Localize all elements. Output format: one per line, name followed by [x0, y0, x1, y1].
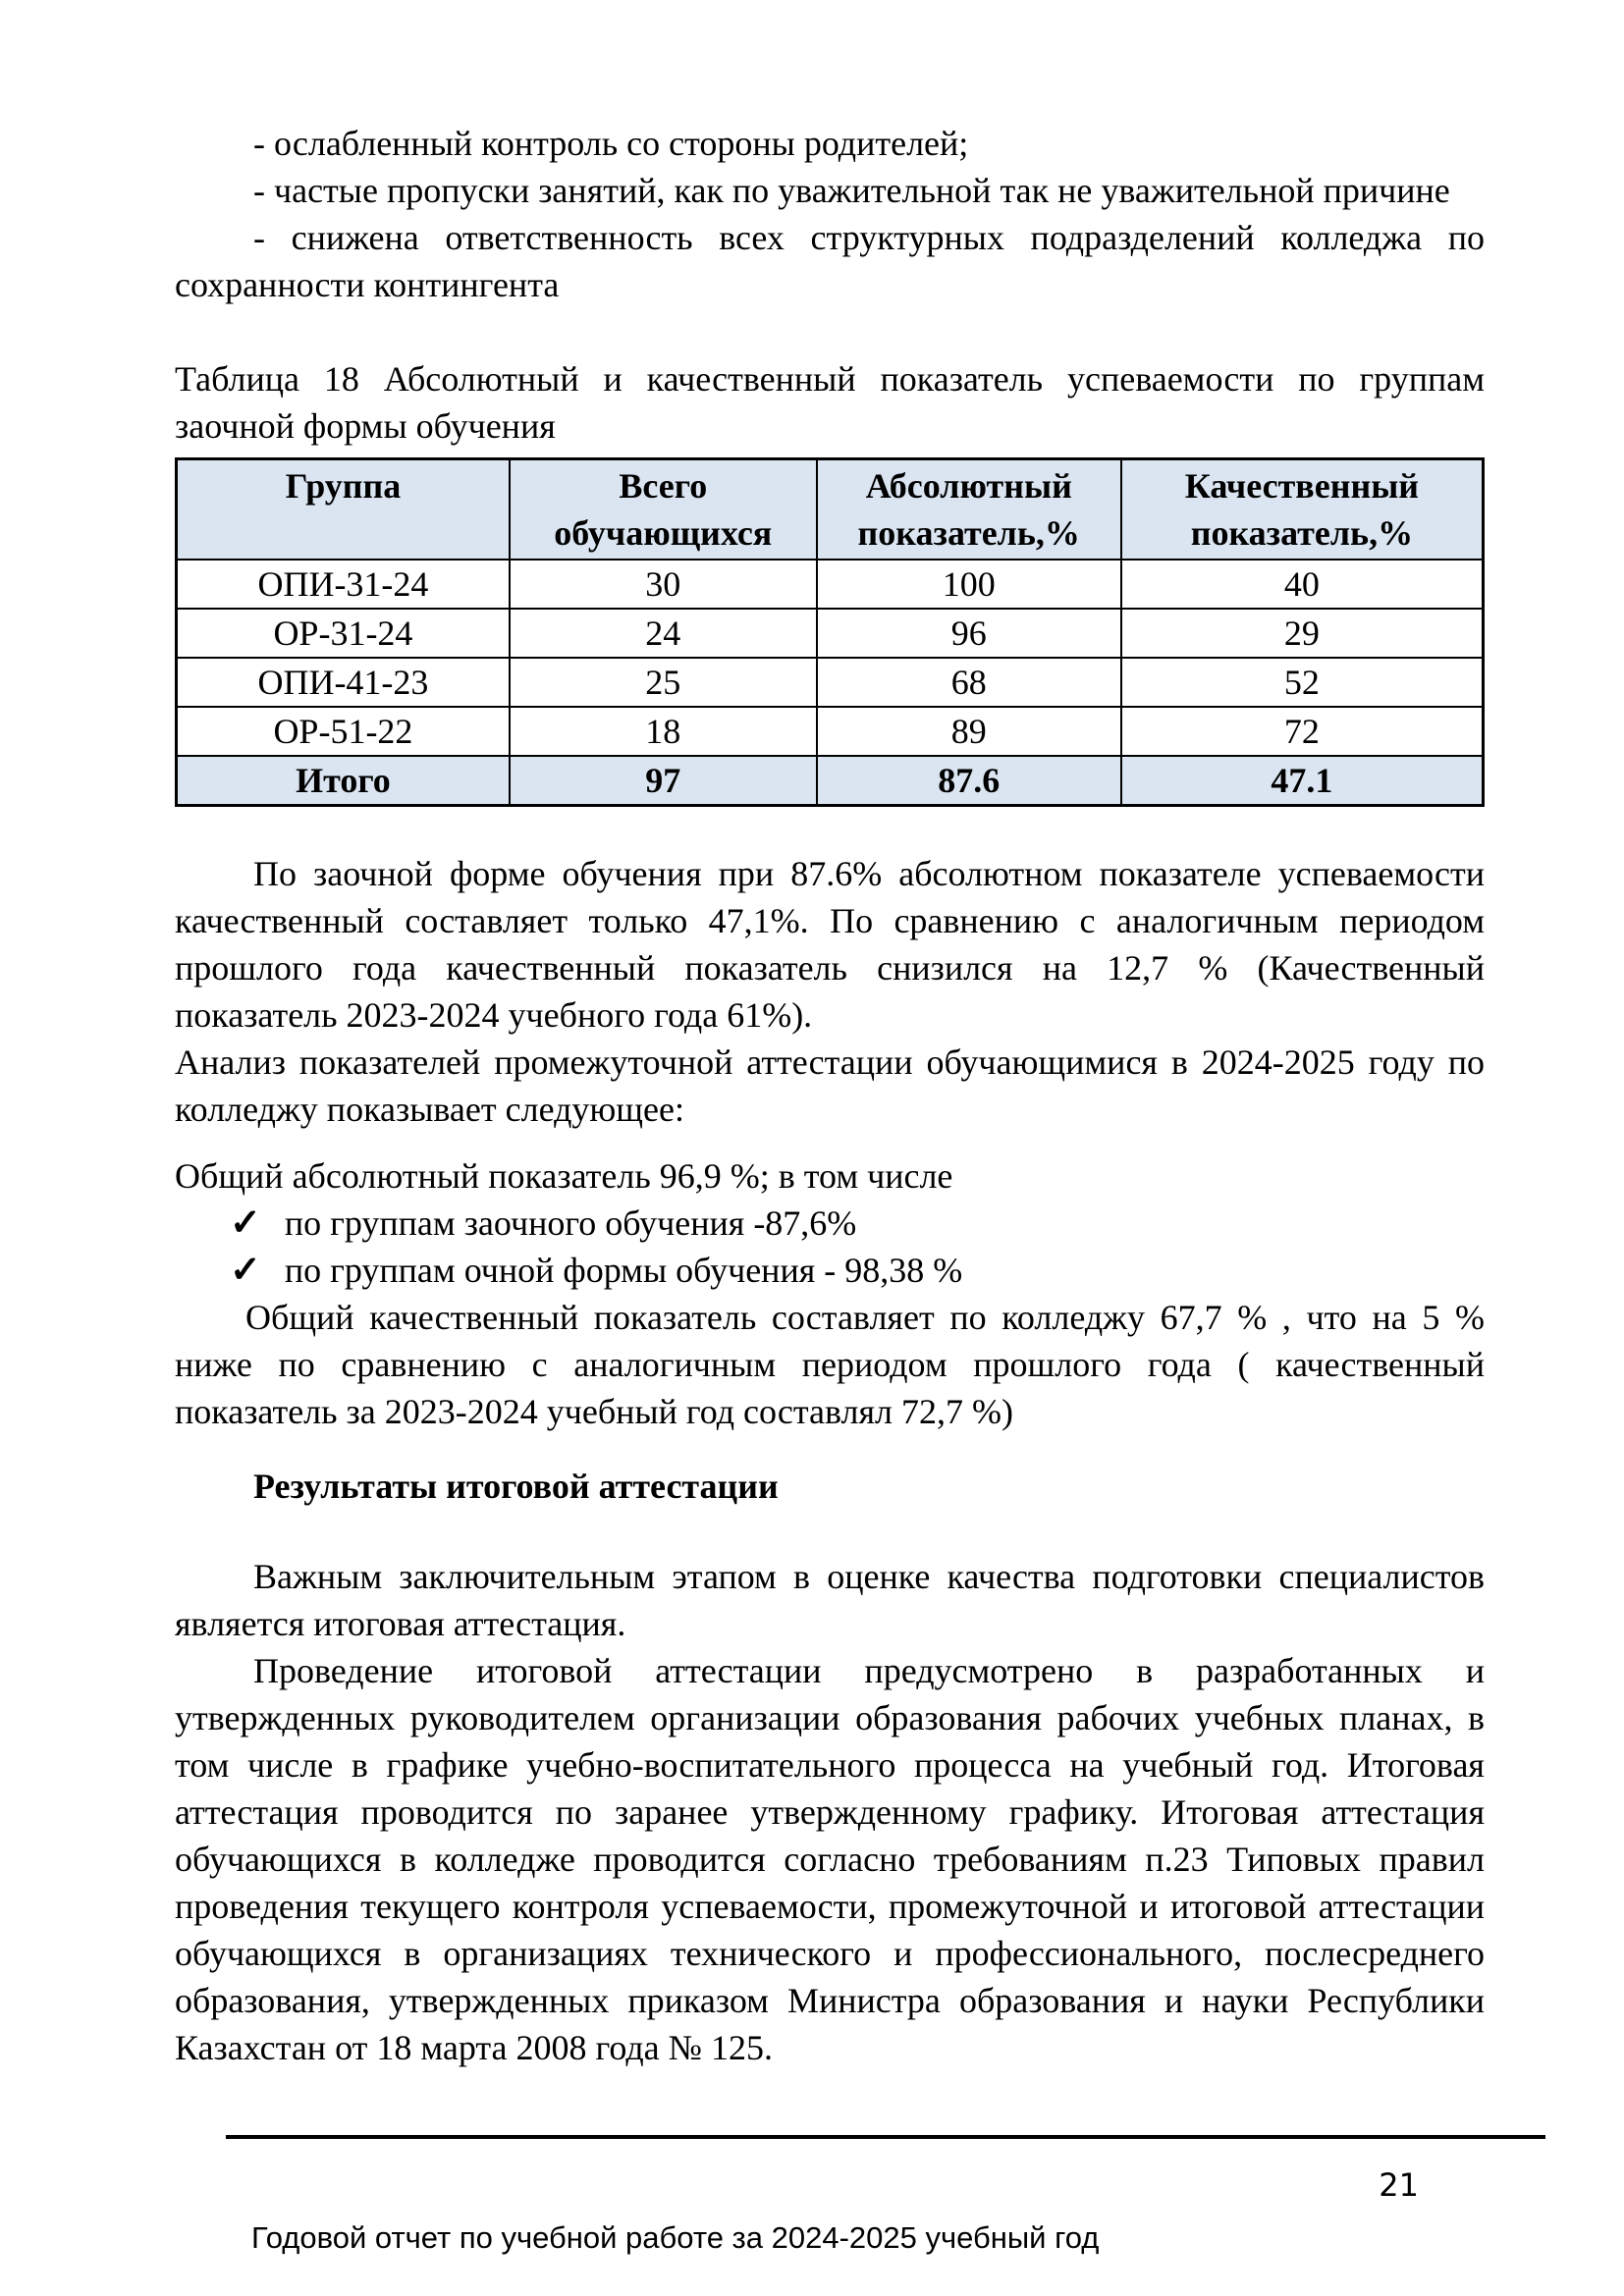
- footer-divider: [226, 2135, 1545, 2139]
- table-row: [177, 609, 1484, 658]
- cell-absolute: 96: [817, 609, 1121, 658]
- table-header-row: [177, 459, 1484, 561]
- cell-total-absolute: 87.6: [817, 756, 1121, 806]
- cell-total: 30: [510, 560, 817, 609]
- cell-total: 24: [510, 609, 817, 658]
- footer-text: Годовой отчет по учебной работе за 2024-2025 учебный год: [251, 2220, 1100, 2255]
- analysis-paragraph: По заочной форме обучения при 87.6% абсолютном показателе успеваемости качественный составляет только 47,1%. По сравнению с аналогичным периодом прошлого года качественный показатель снизился на 12,7 % (Качественный показатель 2023-2024 учебного года 61%).: [175, 854, 1485, 1035]
- checklist-item-text: по группам заочного обучения -87,6%: [284, 1203, 857, 1243]
- checklist-item: [230, 1200, 1485, 1247]
- cell-absolute: 68: [817, 658, 1121, 707]
- cell-total: 18: [510, 707, 817, 756]
- page-number: 21: [1379, 2166, 1419, 2204]
- cell-qualitative: 52: [1121, 658, 1484, 707]
- cell-group: ОР-51-22: [177, 707, 510, 756]
- cell-group: ОР-31-24: [177, 609, 510, 658]
- cell-total-qualitative: 47.1: [1121, 756, 1484, 806]
- bullet-paragraph: - частые пропуски занятий, как по уважительной так не уважительной причине: [253, 171, 1450, 210]
- list-lead-paragraph: Общий абсолютный показатель 96,9 %; в том числе: [175, 1156, 953, 1196]
- cell-qualitative: 29: [1121, 609, 1484, 658]
- table-row: [177, 707, 1484, 756]
- column-header-qualitative: Качественный показатель,%: [1121, 459, 1484, 561]
- table-total-row: [177, 756, 1484, 806]
- body-paragraph: Проведение итоговой аттестации предусмотрено в разработанных и утвержденных руководителем организации образования рабочих учебных планах, в том числе в графике учебно-воспитательного процесса на учебный год. Итоговая аттестация проводится по заранее утвержденному графику. Итоговая аттестация обучающихся в колледже проводится согласно требованиям п.23 Типовых правил проведения текущего контроля успеваемости, промежуточной и итоговой аттестации обучающихся в организациях технического и профессионального, послесреднего образования, утвержденных приказом Министра образования и науки Республики Казахстан от 18 марта 2008 года № 125.: [175, 1651, 1485, 2067]
- cell-group: ОПИ-31-24: [177, 560, 510, 609]
- bullet-paragraph: - снижена ответственность всех структурных подразделений колледжа по сохранности контингента: [175, 218, 1485, 304]
- body-paragraph: Важным заключительным этапом в оценке качества подготовки специалистов является итоговая аттестация.: [175, 1557, 1485, 1643]
- checkmark-icon: ✓: [230, 1250, 261, 1291]
- cell-qualitative: 72: [1121, 707, 1484, 756]
- cell-absolute: 89: [817, 707, 1121, 756]
- analysis-paragraph: Общий качественный показатель составляет по колледжу 67,7 % , что на 5 % ниже по сравнению с аналогичным периодом прошлого года ( качественный показатель за 2023-2024 учебный год составлял 72,7 %): [175, 1298, 1485, 1431]
- checkmark-icon: ✓: [230, 1202, 261, 1244]
- column-header-total-students: Всего обучающихся: [510, 459, 817, 561]
- cell-total-students: 97: [510, 756, 817, 806]
- cell-total: 25: [510, 658, 817, 707]
- section-heading: Результаты итоговой аттестации: [253, 1467, 779, 1506]
- cell-total-label: Итого: [177, 756, 510, 806]
- analysis-paragraph: Анализ показателей промежуточной аттестации обучающимися в 2024-2025 году по колледжу показывает следующее:: [175, 1042, 1485, 1129]
- table-header: [177, 459, 1484, 561]
- cell-qualitative: 40: [1121, 560, 1484, 609]
- table-body: [177, 560, 1484, 806]
- performance-table: [175, 457, 1485, 807]
- cell-group: ОПИ-41-23: [177, 658, 510, 707]
- column-header-group: Группа: [177, 459, 510, 561]
- table-row: [177, 560, 1484, 609]
- table-row: [177, 658, 1484, 707]
- cell-absolute: 100: [817, 560, 1121, 609]
- checklist-item: [230, 1247, 1485, 1294]
- column-header-absolute: Абсолютный показатель,%: [817, 459, 1121, 561]
- table-caption: Таблица 18 Абсолютный и качественный показатель успеваемости по группам заочной формы обучения: [175, 359, 1485, 446]
- checklist-item-text: по группам очной формы обучения - 98,38 %: [284, 1251, 963, 1290]
- bullet-paragraph: - ослабленный контроль со стороны родителей;: [253, 124, 969, 163]
